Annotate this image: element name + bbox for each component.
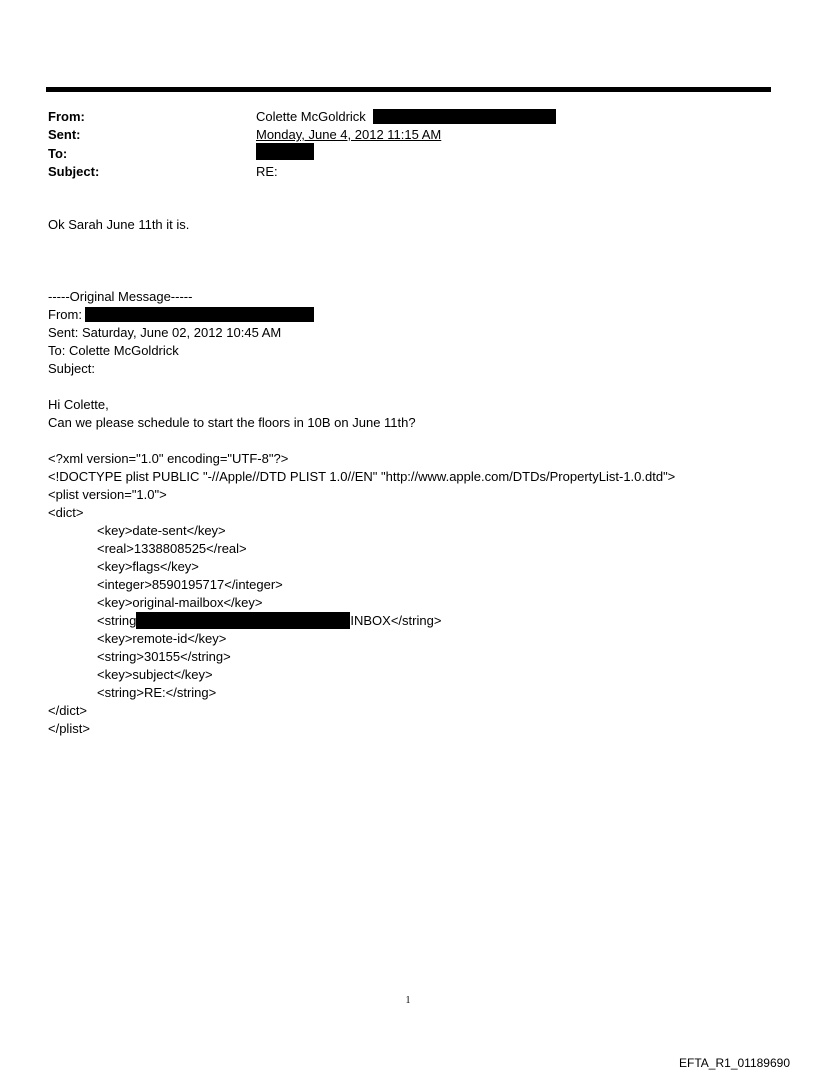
sent-label: Sent:	[48, 127, 81, 142]
dict-open: <dict>	[48, 505, 84, 520]
from-name: Colette McGoldrick	[256, 109, 366, 124]
from-value	[256, 108, 556, 126]
mailbox-suffix: INBOX</string>	[350, 613, 442, 628]
page-number: 1	[405, 995, 411, 1006]
to-value	[256, 143, 314, 162]
redaction-box	[256, 143, 314, 160]
plist-close: </plist>	[48, 721, 90, 736]
doctype-line: <!DOCTYPE plist PUBLIC "-//Apple//DTD PLIST 1.0//EN" "http://www.apple.com/DTDs/PropertyList-1.0.dtd">	[48, 469, 676, 484]
greeting-line: Hi Colette,	[48, 397, 109, 412]
key-subject: <key>subject</key>	[97, 667, 213, 682]
sent-value: Monday, June 4, 2012 11:15 AM	[256, 127, 442, 142]
key-date-sent: <key>date-sent</key>	[97, 523, 226, 538]
mailbox-prefix: <string	[97, 613, 137, 628]
redaction-box	[373, 109, 556, 124]
value-date-sent: <real>1338808525</real>	[97, 541, 247, 556]
orig-to-line: To: Colette McGoldrick	[48, 343, 179, 358]
orig-from-label: From:	[48, 307, 82, 322]
key-flags: <key>flags</key>	[97, 559, 199, 574]
orig-sent-line: Sent: Saturday, June 02, 2012 10:45 AM	[48, 325, 282, 340]
subject-value: RE:	[256, 164, 278, 179]
value-subject: <string>RE:</string>	[97, 685, 217, 700]
reply-text: Ok Sarah June 11th it is.	[48, 217, 190, 232]
value-flags: <integer>8590195717</integer>	[97, 577, 283, 592]
original-message-marker: -----Original Message-----	[48, 289, 193, 304]
redaction-box	[136, 612, 350, 629]
subject-label: Subject:	[48, 164, 100, 179]
request-line: Can we please schedule to start the floors in 10B on June 11th?	[48, 415, 416, 430]
orig-subject-line: Subject:	[48, 361, 95, 376]
header-rule	[46, 87, 771, 92]
from-label: From:	[48, 109, 85, 124]
value-remote-id: <string>30155</string>	[97, 649, 231, 664]
dict-close: </dict>	[48, 703, 88, 718]
key-remote-id: <key>remote-id</key>	[97, 631, 227, 646]
value-original-mailbox	[97, 612, 441, 630]
to-label: To:	[48, 146, 68, 161]
xml-declaration: <?xml version="1.0" encoding="UTF-8"?>	[48, 451, 289, 466]
orig-from-line	[48, 306, 314, 324]
plist-open: <plist version="1.0">	[48, 487, 167, 502]
key-original-mailbox: <key>original-mailbox</key>	[97, 595, 263, 610]
redaction-box	[85, 307, 314, 322]
bates-number: EFTA_R1_01189690	[679, 1056, 790, 1070]
